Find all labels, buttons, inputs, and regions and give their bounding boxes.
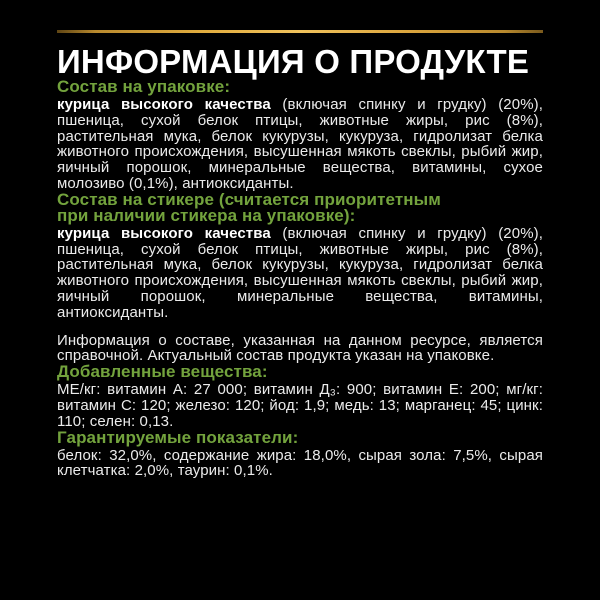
composition-package-body: (включая спинку и грудку) (20%), пшеница, сухой белок птицы, животные жиры, рис (8%), растительная мука, белок кукурузы, кукуруза, гидролизат белка животного происхождения, высушенная мякоть свеклы, рыбий жир, яичный порошок, минеральные вещества, витамины, сухое молозиво (0,1%), антиоксиданты. — [57, 96, 543, 192]
composition-disclaimer-text: Информация о составе, указанная на данном ресурсе, является справочной. Актуальный состав продукта указан на упаковке. — [57, 331, 543, 365]
heading-composition-sticker — [57, 189, 543, 225]
heading-composition-sticker-line1: Состав на стикере (считается приоритетным — [57, 189, 441, 209]
additives-text: МЕ/кг: витамин А: 27 000; витамин Д₃: 900; витамин Е: 200; мг/кг: витамин С: 120; железо: 120; йод: 1,9; медь: 13; марганец: 45; цинк: 110; селен: 0,13. — [57, 381, 543, 430]
heading-composition-sticker-line2: при наличии стикера на упаковке): — [57, 205, 356, 225]
composition-sticker-lead: курица высокого качества — [57, 224, 271, 242]
gold-divider-line — [57, 30, 543, 33]
composition-sticker-body: (включая спинку и грудку) (20%), пшеница, сухой белок птицы, животные жиры, рис (8%), растительная мука, белок кукурузы, кукуруза, гидролизат белка животного происхождения, высушенная мякоть свеклы, рыбий жир, яичный порошок, минеральные вещества, витамины, антиоксиданты. — [57, 224, 543, 321]
heading-additives: Добавленные вещества: — [57, 362, 268, 382]
heading-composition-package: Состав на упаковке: — [57, 77, 231, 96]
page-title: ИНФОРМАЦИЯ О ПРОДУКТЕ — [57, 43, 530, 80]
composition-package-lead: курица высокого качества — [57, 96, 271, 113]
guaranteed-values-text: белок: 32,0%, содержание жира: 18,0%, сырая зола: 7,5%, сырая клетчатка: 2,0%, таурин: 0,1%. — [57, 446, 543, 480]
composition-sticker-text — [57, 226, 543, 321]
heading-guaranteed-values: Гарантируемые показатели: — [57, 427, 299, 447]
composition-package-text — [57, 97, 543, 192]
